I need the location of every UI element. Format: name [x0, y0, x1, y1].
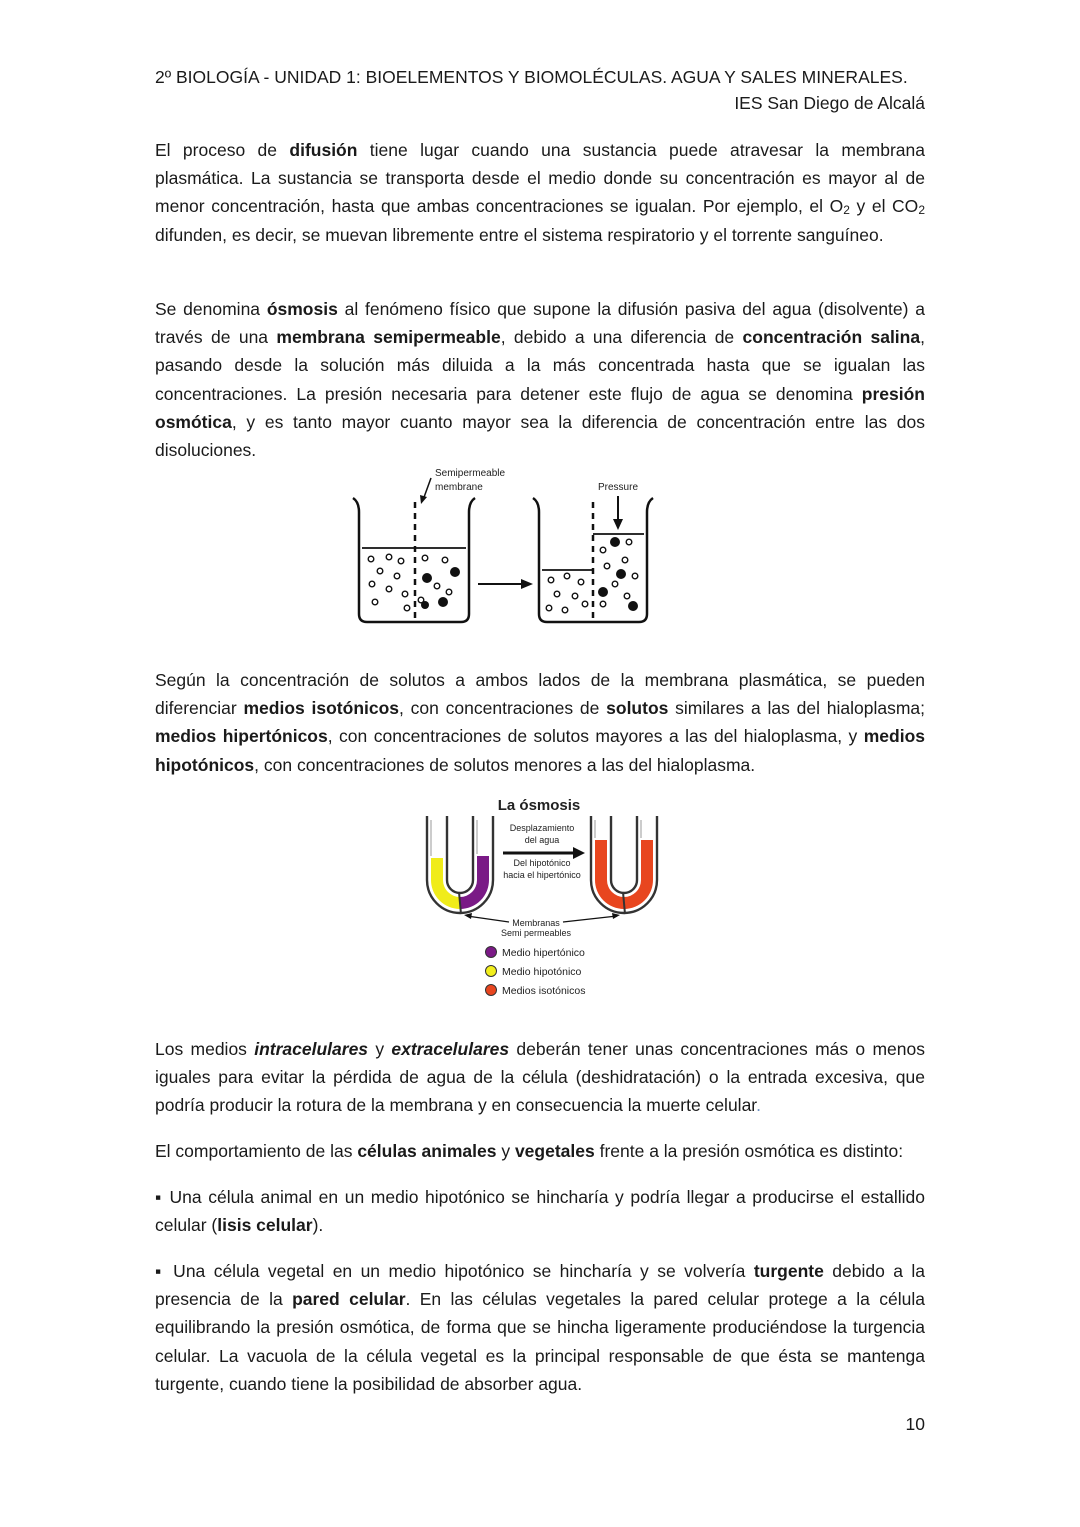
- direction-label-line1: Del hipotónico: [513, 858, 571, 868]
- term-extracellular: extracelulares: [391, 1039, 510, 1059]
- direction-label-line2: hacia el hipertónico: [503, 870, 581, 880]
- text: tiene lugar cuando una sustancia puede atravesar la membrana plasmática. La sustancia se transporta desde el medio donde su concentración es mayor al de menor concentración, hasta que ambas concentraciones se igualan. Por ejemplo, el O: [155, 140, 926, 217]
- term-animal-cells: células animales: [357, 1141, 497, 1161]
- text: , pasando desde la solución más diluida a la más concentrada hasta que se igualan las concentraciones. La presión necesaria para detener este flujo de agua se denomina: [155, 327, 925, 404]
- text: , con concentraciones de solutos mayores a las del hialoplasma, y: [327, 726, 864, 747]
- text: El proceso de: [155, 140, 290, 160]
- term-turgent: turgente: [753, 1261, 824, 1281]
- term-cell-lysis: lisis celular: [217, 1215, 313, 1236]
- text: y: [368, 1039, 392, 1059]
- paragraph-cell-behavior: [155, 1137, 925, 1165]
- paragraph-osmosis: [155, 295, 925, 464]
- term-intracellular: intracelulares: [254, 1039, 369, 1059]
- legend-swatch-hypotonic: [486, 966, 497, 977]
- text: frente a la presión osmótica es distinto:: [594, 1141, 904, 1161]
- term-plant-cells: vegetales: [514, 1141, 595, 1161]
- legend-swatch-isotonic: [486, 985, 497, 996]
- legend-swatch-hypertonic: [486, 947, 497, 958]
- text: Se denomina: [155, 299, 267, 319]
- term-cell-wall: pared celular: [292, 1289, 406, 1310]
- term-osmosis: ósmosis: [266, 299, 338, 319]
- term-diffusion: difusión: [289, 140, 358, 160]
- text: similares a las del hialoplasma;: [668, 698, 925, 719]
- osmosis-beaker-figure: [345, 462, 665, 630]
- text: El comportamiento de las: [155, 1141, 358, 1161]
- paragraph-media-types: [155, 666, 925, 779]
- text: deberán tener unas concentraciones más o menos iguales para evitar la pérdida de agua de la célula (deshidratación) o la entrada excesiva, que podría producir la rotura de la membrana y en consecuencia la muerte celular: [155, 1039, 925, 1116]
- header-title: 2º BIOLOGÍA - UNIDAD 1: BIOELEMENTOS Y BIOMOLÉCULAS. AGUA Y SALES MINERALES.: [155, 67, 908, 87]
- text: , y es tanto mayor cuanto mayor sea la diferencia de concentración entre las dos disoluciones.: [155, 411, 925, 461]
- legend-label-hypotonic: Medio hipotónico: [502, 966, 582, 978]
- bullet-animal-cell: [155, 1183, 925, 1239]
- subscript: 2: [843, 203, 850, 218]
- paragraph-diffusion: [155, 136, 925, 249]
- text: y el CO: [849, 196, 919, 217]
- flow-label-line2: del agua: [524, 835, 560, 845]
- term-semipermeable-membrane: membrana semipermeable: [276, 327, 501, 348]
- text: Según la concentración de solutos a ambos lados de la membrana plasmática, se pueden diferenciar: [155, 670, 925, 719]
- legend-label-hypertonic: Medio hipertónico: [502, 947, 585, 959]
- text: ▪ Una célula vegetal en un medio hipotónico se hincharía y se volvería: [155, 1261, 754, 1281]
- header-school: IES San Diego de Alcalá: [734, 93, 925, 113]
- text: ).: [312, 1215, 324, 1236]
- text: . En las células vegetales la pared celular protege a la célula equilibrando la presión osmótica, de forma que se hincha ligeramente produciéndose la turgencia celular. La vacuola de la célula vegetal es la principal responsable de que ésta se mantenga turgente, cuando tiene la posibilidad de absorber agua.: [155, 1289, 925, 1394]
- term-hypotonic: medios hipotónicos: [155, 726, 925, 775]
- membrane-label-line2: membrane: [435, 482, 483, 493]
- membrane-label-line1: Semipermeable: [435, 468, 506, 479]
- figure-title: La ósmosis: [497, 797, 581, 814]
- paragraph-intra-extracellular: [155, 1035, 925, 1120]
- text: , debido a una diferencia de: [500, 327, 743, 348]
- term-osmotic-pressure: presión osmótica: [155, 383, 925, 432]
- text: y: [496, 1141, 515, 1161]
- flow-label-line1: Desplazamiento: [509, 823, 575, 833]
- membranes-label-line2: Semi permeables: [500, 928, 572, 938]
- text: , con concentraciones de: [399, 698, 607, 719]
- term-solutes: solutos: [606, 698, 669, 719]
- pressure-label: Pressure: [598, 482, 639, 493]
- u-tube-osmosis-figure: [415, 792, 665, 1002]
- text: ▪ Una célula animal en un medio hipotónico se hincharía y podría llegar a producirse el estallido celular (: [155, 1187, 925, 1236]
- membranes-label-line1: Membranas: [512, 918, 560, 928]
- text: , con concentraciones de solutos menores a las del hialoplasma.: [254, 754, 756, 775]
- text: difunden, es decir, se muevan libremente entre el sistema respiratorio y el torrente sanguíneo.: [155, 224, 884, 245]
- term-saline-concentration: concentración salina: [742, 327, 921, 348]
- text: Los medios: [155, 1039, 255, 1059]
- text: al fenómeno físico que supone la difusión pasiva del agua (disolvente) a través de una: [155, 299, 925, 348]
- page-header: [155, 64, 925, 116]
- term-isotonic: medios isotónicos: [243, 698, 400, 719]
- term-hypertonic: medios hipertónicos: [155, 726, 328, 747]
- bullet-plant-cell: [155, 1257, 925, 1398]
- page-number: 10: [905, 1414, 925, 1434]
- text: debido a la presencia de la: [155, 1261, 925, 1310]
- legend-label-isotonic: Medios isotónicos: [502, 985, 586, 997]
- final-period: .: [756, 1095, 762, 1116]
- subscript: 2: [918, 203, 925, 218]
